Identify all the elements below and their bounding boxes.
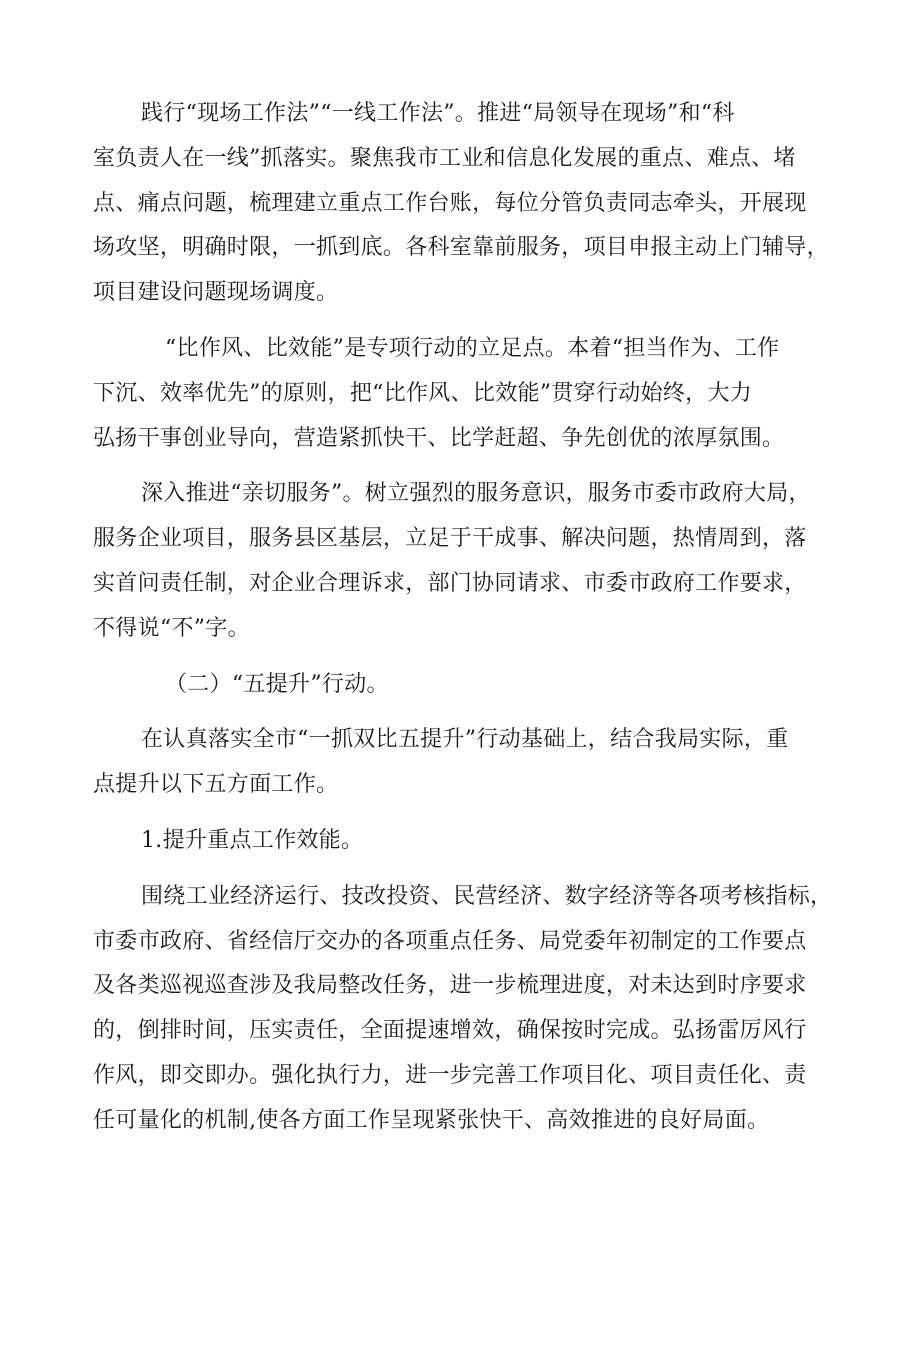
text-line: 深入推进“亲切服务”。树立强烈的服务意识，服务市委市政府大局， [141,481,811,507]
text-line: “比作风、比效能”是专项行动的立足点。本着“担当作为、工作 [165,335,780,361]
subheading-key-work-efficiency [93,819,833,864]
text-line: 室负责人在一线”抓落实。聚焦我市工业和信息化发展的重点、难点、堵 [93,145,796,171]
text-line: 的，倒排时间，压实责任，全面提速增效，确保按时完成。弘扬雷厉风行 [93,1018,807,1044]
section-heading-five-improvements [93,663,833,708]
text-line: 点提升以下五方面工作。 [93,772,339,798]
paragraph-style-efficiency [93,327,833,461]
text-line: 作风，即交即办。强化执行力，进一步完善工作项目化、项目责任化、责 [93,1062,807,1088]
document-page [93,92,833,1155]
section-heading: （二）“五提升”行动。 [165,671,389,697]
text-line: 实首问责任制，对企业合理诉求，部门协同请求、市委市政府工作要求， [93,570,807,596]
text-line: 市委市政府、省经信厅交办的各项重点任务、局党委年初制定的工作要点 [93,928,807,954]
subheading: 1.提升重点工作效能。 [141,827,364,853]
text-line: 项目建设问题现场调度。 [93,280,339,306]
paragraph-five-improvements-intro [93,718,833,808]
text-line: 任可量化的机制,使各方面工作呈现紧张快干、高效推进的良好局面。 [93,1107,770,1133]
text-line: 围绕工业经济运行、技改投资、民营经济、数字经济等各项考核指标， [141,883,833,909]
text-line: 场攻坚，明确时限，一抓到底。各科室靠前服务，项目申报主动上门辅导， [93,235,829,261]
text-line: 下沉、效率优先”的原则，把“比作风、比效能”贯穿行动始终，大力 [93,380,753,406]
text-line: 不得说“不”字。 [93,615,250,641]
paragraph-on-site-work [93,92,833,316]
text-line: 服务企业项目，服务县区基层，立足于干成事、解决问题，热情周到，落 [93,526,807,552]
text-line: 践行“现场工作法”“一线工作法”。推进“局领导在现场”和“科 [141,101,735,126]
text-line: 点、痛点问题，梳理建立重点工作台账，每位分管负责同志牵头，开展现 [93,190,807,216]
text-line: 弘扬干事创业导向，营造紧抓快干、比学赶超、争先创优的浓厚氛围。 [93,425,785,451]
text-line: 在认真落实全市“一抓双比五提升”行动基础上，结合我局实际，重 [141,727,789,753]
paragraph-key-work-details [93,875,833,1144]
paragraph-cordial-service [93,472,833,651]
text-line: 及各类巡视巡查涉及我局整改任务，进一步梳理进度，对未达到时序要求 [93,973,807,999]
